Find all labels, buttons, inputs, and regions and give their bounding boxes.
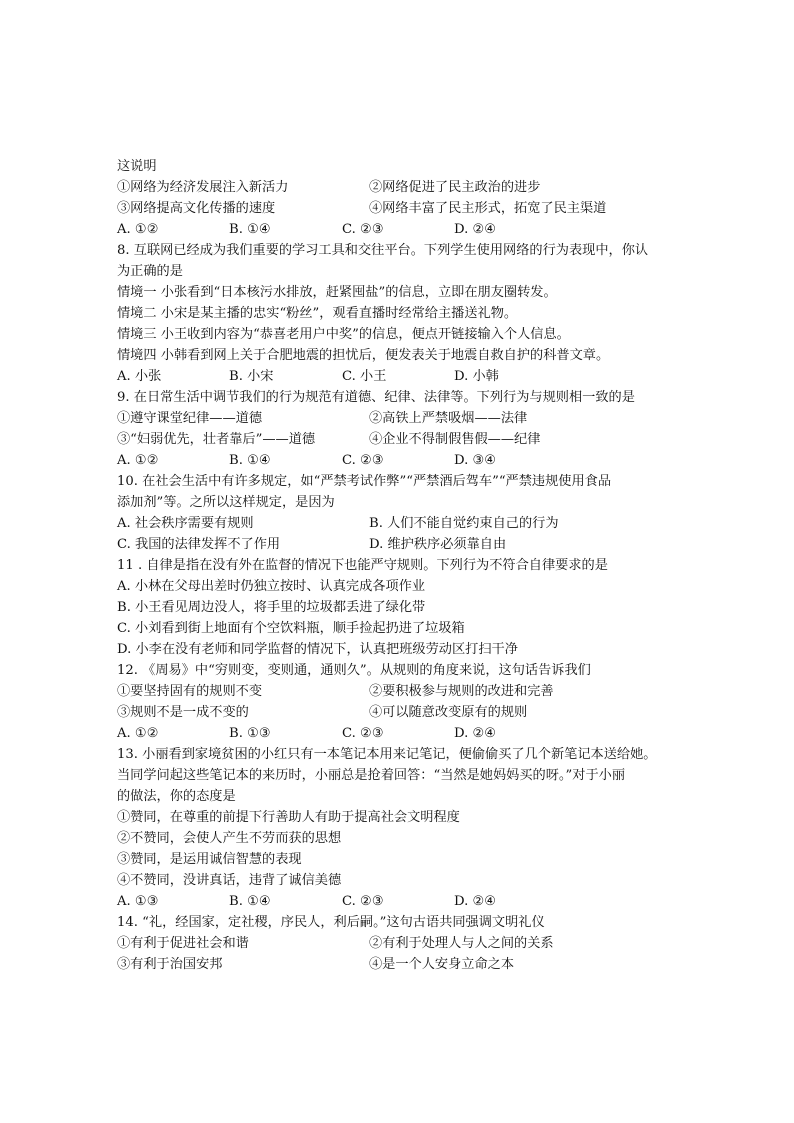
choice-a: A. ①② xyxy=(117,453,159,468)
choice-row xyxy=(117,891,677,912)
scene-line: 情境四 小韩看到网上关于合肥地震的担忧后，便发表关于地震自救自护的科普文章。 xyxy=(117,348,610,363)
choice-b: B. 小王看见周边没人，将手里的垃圾都丢进了绿化带 xyxy=(117,600,426,615)
option-item: ④是一个人安身立命之本 xyxy=(369,957,515,972)
choice-c: C. ②③ xyxy=(342,453,384,468)
choice-d: D. ②④ xyxy=(454,894,497,909)
option-row xyxy=(117,954,677,975)
option-row xyxy=(117,534,677,555)
scene-line: 情境三 小王收到内容为“恭喜老用户中奖”的信息，便点开链接输入个人信息。 xyxy=(117,327,570,342)
choice-c: C. 我国的法律发挥不了作用 xyxy=(117,537,281,552)
choice-c: C. 小刘看到街上地面有个空饮料瓶，顺手捡起扔进了垃圾箱 xyxy=(117,621,465,636)
option-item: ①遵守课堂纪律——道德 xyxy=(117,411,263,426)
choice-a: A. 小林在父母出差时仍独立按时、认真完成各项作业 xyxy=(117,579,426,594)
question-stem: 添加剂”等。之所以这样规定，是因为 xyxy=(117,495,335,510)
option-row xyxy=(117,513,677,534)
choice-c: C. 小王 xyxy=(342,369,387,384)
option-item: ④不赞同，没讲真话，违背了诚信美德 xyxy=(117,873,342,888)
option-item: ②要积极参与规则的改进和完善 xyxy=(369,684,554,699)
option-item: ③规则不是一成不变的 xyxy=(117,705,249,720)
choice-a: A. 社会秩序需要有规则 xyxy=(117,516,254,531)
option-item: ①要坚持固有的规则不变 xyxy=(117,684,263,699)
choice-a: A. ①② xyxy=(117,726,159,741)
choice-row xyxy=(117,723,677,744)
choice-b: B. ①④ xyxy=(229,222,271,237)
question-stem: 10. 在社会生活中有许多规定，如“严禁考试作弊”“严禁酒后驾车”“严禁违规使用食品 xyxy=(117,474,612,489)
option-item: ②高铁上严禁吸烟——法律 xyxy=(369,411,528,426)
choice-c: C. ②③ xyxy=(342,894,384,909)
choice-d: D. 维护秩序必须靠自由 xyxy=(369,537,507,552)
choice-a: A. ①③ xyxy=(117,894,159,909)
exam-page xyxy=(117,156,677,975)
option-item: ②不赞同，会使人产生不劳而获的思想 xyxy=(117,831,342,846)
option-row xyxy=(117,177,677,198)
option-row xyxy=(117,702,677,723)
question-stem: 13. 小丽看到家境贫困的小红只有一本笔记本用来记笔记，便偷偷买了几个新笔记本送给她。 xyxy=(117,747,657,762)
option-item: ④可以随意改变原有的规则 xyxy=(369,705,528,720)
choice-b: B. 人们不能自觉约束自己的行为 xyxy=(369,516,559,531)
option-row xyxy=(117,429,677,450)
option-row xyxy=(117,681,677,702)
option-item: ③赞同，是运用诚信智慧的表现 xyxy=(117,852,302,867)
option-row xyxy=(117,408,677,429)
question-stem: 9. 在日常生活中调节我们的行为规范有道德、纪律、法律等。下列行为与规则相一致的是 xyxy=(117,390,635,405)
question-stem: 12. 《周易》中“穷则变，变则通，通则久”。从规则的角度来说，这句话告诉我们 xyxy=(117,663,591,678)
choice-row xyxy=(117,366,677,387)
option-item: ③有利于治国安邦 xyxy=(117,957,223,972)
choice-a: A. 小张 xyxy=(117,369,162,384)
choice-d: D. 小李在没有老师和同学监督的情况下，认真把班级劳动区打扫干净 xyxy=(117,642,518,657)
option-item: ②网络促进了民主政治的进步 xyxy=(369,180,541,195)
choice-d: D. ②④ xyxy=(454,726,497,741)
question-stem: 8. 互联网已经成为我们重要的学习工具和交往平台。下列学生使用网络的行为表现中，你认 xyxy=(117,243,649,258)
question-stem: 为正确的是 xyxy=(117,264,183,279)
question-stem: 当同学问起这些笔记本的来历时，小丽总是抢着回答：“当然是她妈妈买的呀。”对于小丽 xyxy=(117,768,626,783)
option-item: ②有利于处理人与人之间的关系 xyxy=(369,936,554,951)
question-stem: 11 . 自律是指在没有外在监督的情况下也能严守规则。下列行为不符合自律要求的是 xyxy=(117,558,608,573)
option-item: ①有利于促进社会和谐 xyxy=(117,936,249,951)
choice-c: C. ②③ xyxy=(342,726,384,741)
question-stem: 14. “礼，经国家，定社稷，序民人，利后嗣。”这句古语共同强调文明礼仪 xyxy=(117,915,545,930)
question-stem: 的做法，你的态度是 xyxy=(117,789,236,804)
option-item: ①网络为经济发展注入新活力 xyxy=(117,180,289,195)
choice-d: D. ③④ xyxy=(454,453,497,468)
option-item: ①赞同，在尊重的前提下行善助人有助于提高社会文明程度 xyxy=(117,810,460,825)
option-row xyxy=(117,933,677,954)
choice-a: A. ①② xyxy=(117,222,159,237)
choice-row xyxy=(117,219,677,240)
question-text: 这说明 xyxy=(117,159,157,174)
choice-d: D. ②④ xyxy=(454,222,497,237)
choice-c: C. ②③ xyxy=(342,222,384,237)
choice-b: B. ①④ xyxy=(229,894,271,909)
choice-row xyxy=(117,450,677,471)
option-row xyxy=(117,198,677,219)
option-item: ④企业不得制假售假——纪律 xyxy=(369,432,541,447)
scene-line: 情境一 小张看到“日本核污水排放，赶紧囤盐”的信息，立即在朋友圈转发。 xyxy=(117,285,557,300)
option-item: ④网络丰富了民主形式，拓宽了民主渠道 xyxy=(369,201,607,216)
choice-b: B. ①③ xyxy=(229,726,271,741)
choice-d: D. 小韩 xyxy=(454,369,499,384)
option-item: ③网络提高文化传播的速度 xyxy=(117,201,276,216)
choice-b: B. ①④ xyxy=(229,453,271,468)
scene-line: 情境二 小宋是某主播的忠实“粉丝”，观看直播时经常给主播送礼物。 xyxy=(117,306,518,321)
choice-b: B. 小宋 xyxy=(229,369,274,384)
option-item: ③“妇弱优先，壮者靠后”——道德 xyxy=(117,432,316,447)
q7-tail xyxy=(117,156,677,177)
